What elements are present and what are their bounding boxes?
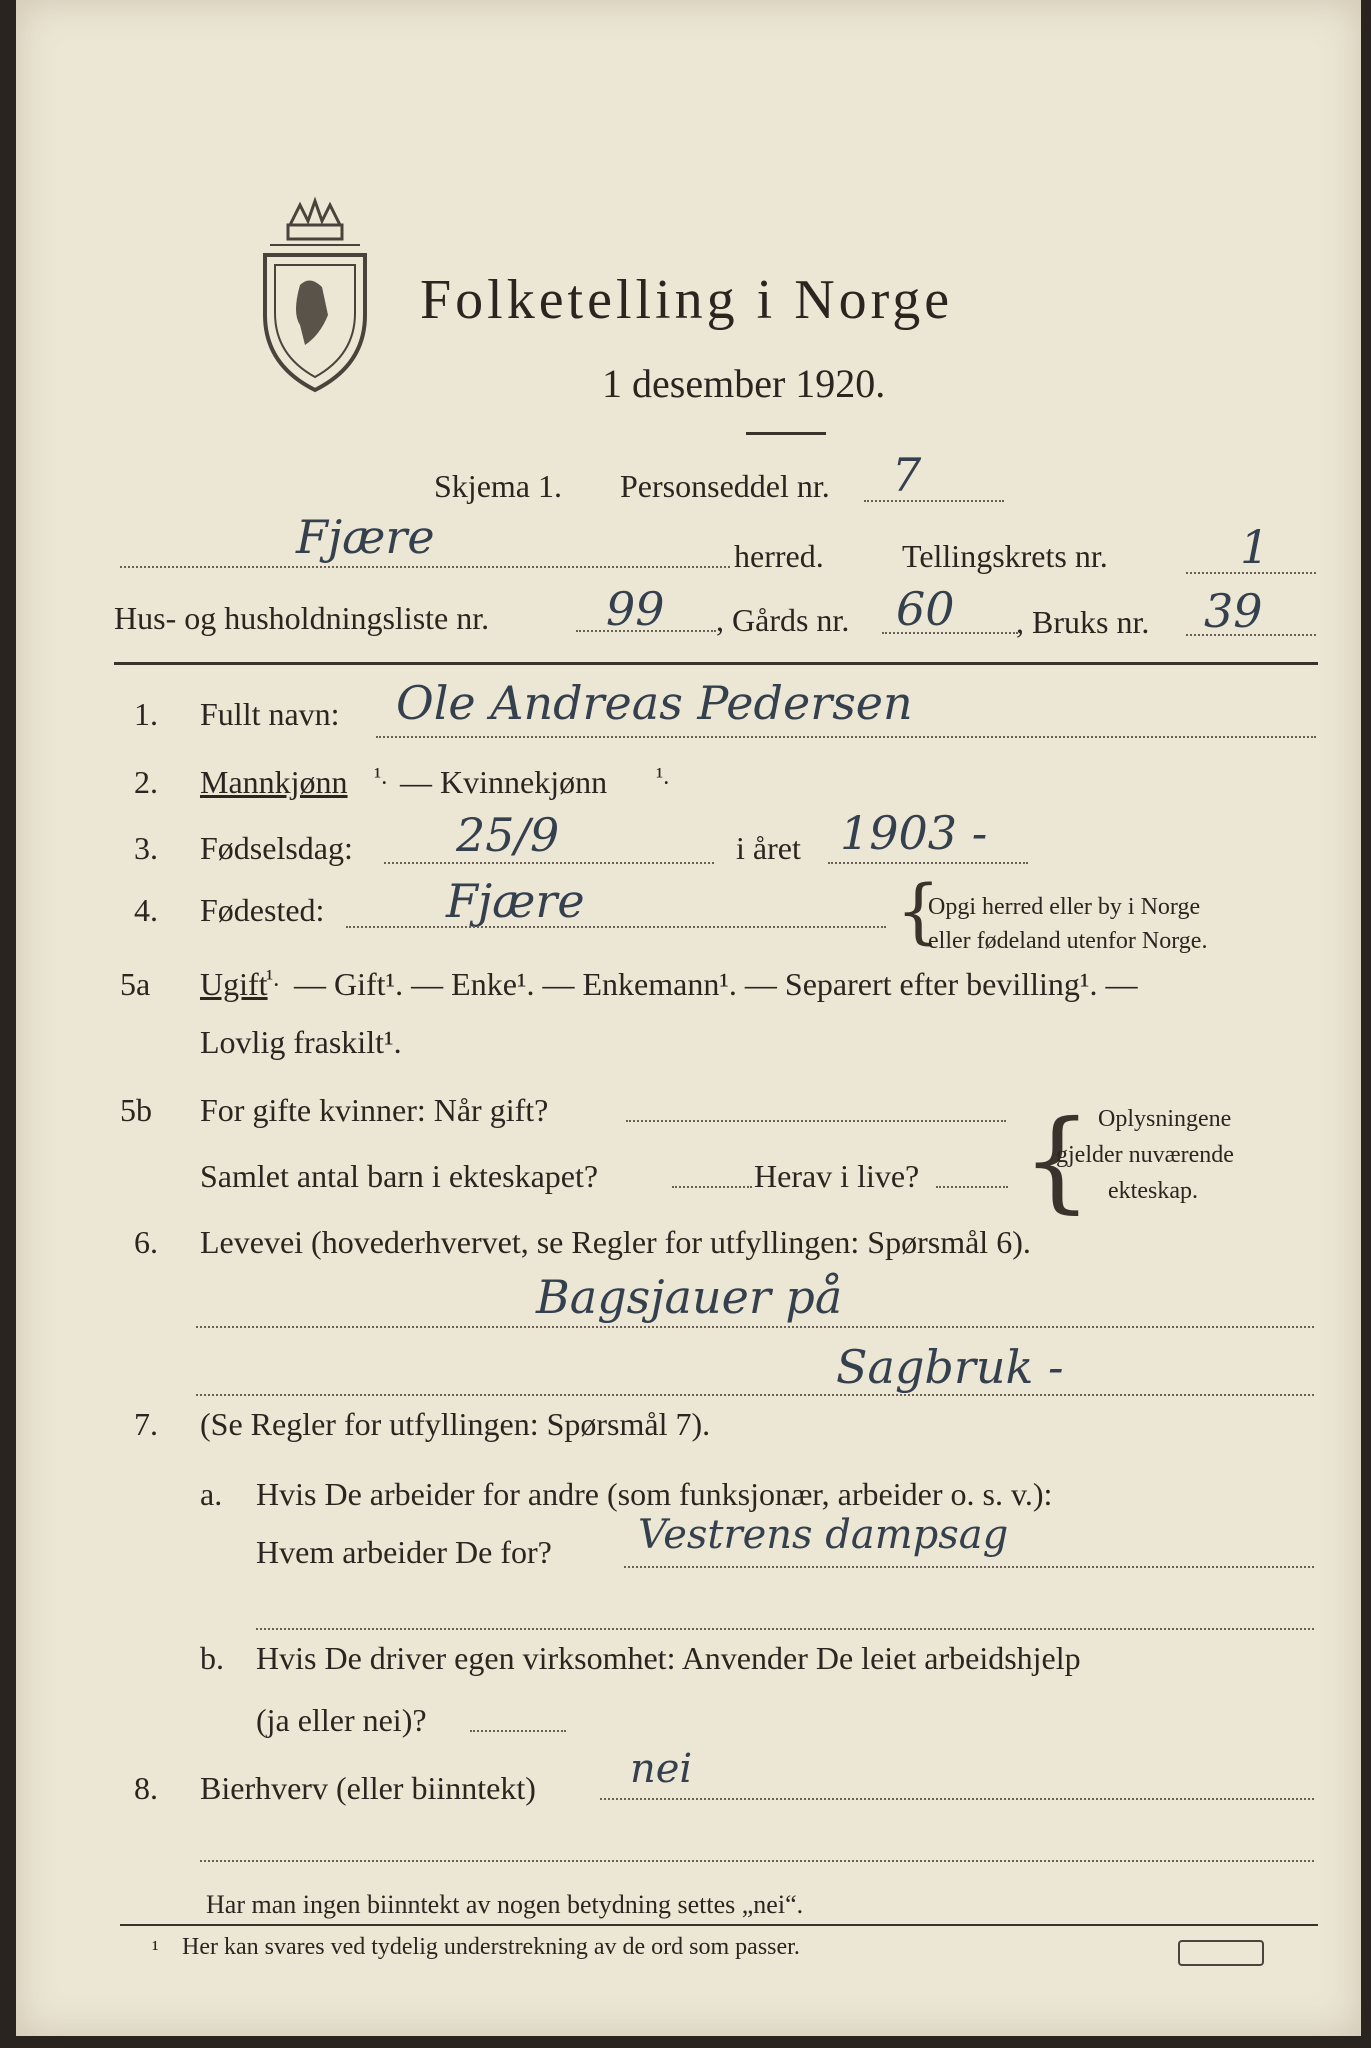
q5a-options: — Gift¹. — Enke¹. — Enkemann¹. — Separert efter bevilling¹. — (294, 966, 1138, 1002)
q4-number: 4. (134, 892, 158, 928)
personseddel-label: Personseddel nr. (620, 468, 830, 504)
q7a-value: Vestrens dampsag (638, 1512, 1009, 1558)
q7a-label-2: Hvem arbeider De for? (256, 1534, 552, 1570)
q2-female: — Kvinnekjønn (400, 764, 608, 800)
q4-dots (346, 926, 886, 928)
q5b-note-2: gjelder nuværende (1056, 1142, 1234, 1168)
q8-label: Bierhverv (eller biinntekt) (200, 1770, 536, 1806)
tellingskrets-dots (1186, 572, 1316, 574)
q5b-note-1: Oplysningene (1098, 1106, 1232, 1132)
hus-value: 99 (606, 582, 665, 636)
q7a-label-1: Hvis De arbeider for andre (som funksjonær, arbeider o. s. v.): (256, 1476, 1053, 1512)
bruks-label: , Bruks nr. (1016, 604, 1150, 640)
q6-dots-1 (196, 1326, 1314, 1328)
personseddel-dots (864, 500, 1004, 502)
q6-label: Levevei (hovederhvervet, se Regler for utfyllingen: Spørsmål 6). (200, 1224, 1031, 1260)
herred-dots (120, 566, 730, 568)
q2-male: Mannkjønn (200, 764, 348, 800)
q3-year-label: i året (736, 830, 801, 866)
census-date: 1 desember 1920. (602, 361, 886, 406)
q5a-footnote-mark: ¹. (266, 966, 280, 992)
q4-label: Fødested: (200, 892, 325, 928)
q7b-dots (470, 1730, 566, 1732)
q8-dots-1 (600, 1798, 1314, 1800)
q6-dots-2 (196, 1394, 1314, 1396)
census-form (16, 0, 1361, 2036)
q5b-children: Samlet antal barn i ekteskapet? (200, 1158, 599, 1194)
q8-value: nei (630, 1746, 693, 1792)
q7b-number: b. (200, 1640, 224, 1676)
q1-dots (376, 736, 1316, 738)
q5b-children-dots (672, 1186, 752, 1188)
bruks-value: 39 (1204, 584, 1263, 638)
footer-rule (120, 1924, 1318, 1926)
q7a-number: a. (200, 1476, 223, 1512)
tellingskrets-value: 1 (1240, 520, 1270, 574)
q5b-when-dots (626, 1120, 1006, 1122)
q5a-divorced: Lovlig fraskilt¹. (200, 1024, 402, 1060)
header-rule (114, 662, 1318, 665)
footnote-text: Her kan svares ved tydelig understrekning av de ord som passer. (182, 1934, 800, 1960)
q7-number: 7. (134, 1406, 158, 1442)
gards-label: , Gårds nr. (716, 602, 850, 638)
q2-footnote-mark-2: ¹. (656, 764, 670, 790)
nei-note: Har man ingen biinntekt av nogen betydning settes „nei“. (206, 1890, 804, 1919)
q1-label: Fullt navn: (200, 696, 340, 732)
q4-value: Fjære (446, 874, 585, 928)
q4-note-1: Opgi herred eller by i Norge (928, 894, 1201, 920)
q7-label: (Se Regler for utfyllingen: Spørsmål 7). (200, 1406, 711, 1442)
hus-dots (576, 630, 716, 632)
q8-number: 8. (134, 1770, 158, 1806)
q3-year-value: 1903 - (840, 806, 988, 860)
q5b-when-married: For gifte kvinner: Når gift? (200, 1092, 549, 1128)
q1-number: 1. (134, 696, 158, 732)
q3-dots (384, 862, 714, 864)
q5b-alive-dots (936, 1186, 1008, 1188)
q4-note-2: eller fødeland utenfor Norge. (928, 928, 1208, 954)
q7b-label-1: Hvis De driver egen virksomhet: Anvender De leiet arbeidshjelp (256, 1640, 1081, 1676)
gards-value: 60 (896, 582, 955, 636)
q5b-brace: { (1022, 1096, 1092, 1224)
q8-dots-2 (200, 1860, 1314, 1862)
q1-value: Ole Andreas Pedersen (396, 676, 913, 730)
printer-stamp (1178, 1940, 1264, 1966)
q3-year-dots (828, 862, 1028, 864)
q6-value-1: Bagsjauer på (536, 1270, 843, 1324)
bruks-dots (1186, 634, 1316, 636)
schema-label: Skjema 1. (434, 468, 562, 504)
q5b-number: 5b (120, 1092, 152, 1128)
q2-footnote-mark: ¹. (374, 764, 388, 790)
hus-label: Hus- og husholdningsliste nr. (114, 600, 490, 636)
herred-value: Fjære (296, 510, 435, 564)
title-divider (746, 432, 826, 435)
q5a-ugift: Ugift (200, 966, 268, 1002)
norwegian-coat-of-arms-icon (250, 195, 380, 395)
herred-label: herred. (734, 538, 824, 574)
q6-value-2: Sagbruk - (836, 1340, 1064, 1394)
footnote-number: ¹ (152, 1936, 159, 1961)
q3-label: Fødselsdag: (200, 830, 353, 866)
q6-number: 6. (134, 1224, 158, 1260)
q3-number: 3. (134, 830, 158, 866)
q5a-number: 5a (120, 966, 151, 1002)
form-title: Folketelling i Norge (420, 269, 954, 331)
q2-number: 2. (134, 764, 158, 800)
personseddel-value: 7 (892, 448, 922, 502)
q7a-dots-2 (256, 1628, 1314, 1630)
q3-value: 25/9 (456, 808, 560, 862)
q7b-label-2: (ja eller nei)? (256, 1702, 427, 1738)
q7a-dots-1 (624, 1566, 1314, 1568)
q5b-note-3: ekteskap. (1108, 1178, 1198, 1204)
tellingskrets-label: Tellingskrets nr. (902, 538, 1108, 574)
q4-brace: { (896, 870, 941, 952)
gards-dots (882, 632, 1018, 634)
q5b-alive: Herav i live? (754, 1158, 920, 1194)
